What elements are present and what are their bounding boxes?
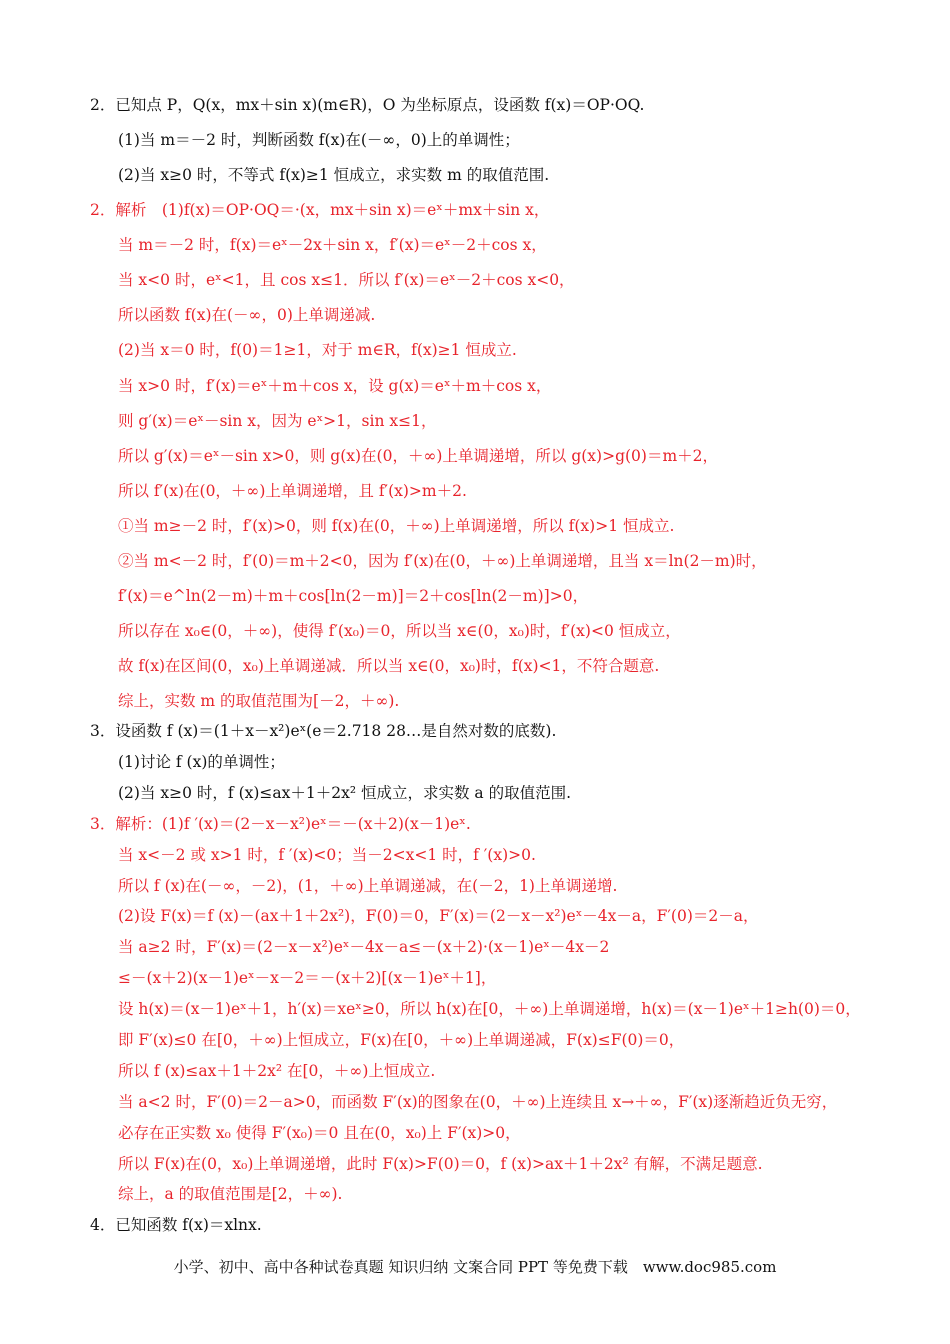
text-line: f′(x)＝e^ln(2－m)＋m＋cos[ln(2－m)]＝2＋cos[ln(2－m)]>0， [118, 587, 589, 605]
text-line: (2)当 x≥0 时，不等式 f(x)≥1 恒成立，求实数 m 的取值范围. [118, 166, 550, 184]
text-line: (2)当 x≥0 时，f (x)≤ax＋1＋2x² 恒成立，求实数 a 的取值范围. [118, 784, 571, 802]
text-line: 当 x<0 时，eˣ<1，且 cos x≤1．所以 f′(x)＝eˣ－2＋cos x<0， [118, 271, 575, 289]
text-line: 当 x<－2 或 x>1 时，f ′(x)<0；当－2<x<1 时，f ′(x)>0. [118, 846, 536, 864]
text-line: 设 h(x)＝(x－1)eˣ＋1，h′(x)＝xeˣ≥0，所以 h(x)在[0，＋∞)上单调递增，h(x)＝(x－1)eˣ＋1≥h(0)＝0， [118, 1000, 861, 1018]
text-line: 所以 f (x)在(－∞，－2)，(1，＋∞)上单调递减，在(－2，1)上单调递增. [118, 877, 618, 895]
text-line: 故 f(x)在区间(0，x₀)上单调递减．所以当 x∈(0，x₀)时，f(x)<1，不符合题意. [118, 657, 660, 675]
text-line: 必存在正实数 x₀ 使得 F′(x₀)＝0 且在(0，x₀)上 F′(x)>0， [118, 1124, 521, 1142]
text-line: 所以 g′(x)＝eˣ－sin x>0，则 g(x)在(0，＋∞)上单调递增，所以 g(x)>g(0)＝m＋2， [118, 447, 719, 465]
text-line: 所以 f (x)≤ax＋1＋2x² 在[0，＋∞)上恒成立. [118, 1062, 436, 1080]
text-line: (2)设 F(x)＝f (x)－(ax＋1＋2x²)，F(0)＝0，F′(x)＝(2－x－x²)eˣ－4x－a，F′(0)＝2－a， [118, 907, 759, 925]
text-line: 即 F′(x)≤0 在[0，＋∞)上恒成立，F(x)在[0，＋∞)上单调递减，F(x)≤F(0)＝0， [118, 1031, 685, 1049]
text-line: (2)当 x＝0 时，f(0)＝1≥1，对于 m∈R，f(x)≥1 恒成立. [118, 341, 517, 359]
footer-text: 小学、初中、高中各种试卷真题 知识归纳 文案合同 PPT 等免费下载 www.doc985.com [173, 1258, 777, 1276]
text-line: 当 a≥2 时，F′(x)＝(2－x－x²)eˣ－4x－a≤－(x＋2)·(x－1)eˣ－4x－2 [118, 938, 610, 956]
text-line: 综上，a 的取值范围是[2，＋∞). [118, 1185, 343, 1203]
text-line: 当 x>0 时，f′(x)＝eˣ＋m＋cos x，设 g(x)＝eˣ＋m＋cos x， [118, 377, 552, 395]
text-line: 所以存在 x₀∈(0，＋∞)，使得 f′(x₀)＝0，所以当 x∈(0，x₀)时，f′(x)<0 恒成立， [118, 622, 681, 640]
text-line: 当 a<2 时，F′(0)＝2－a>0，而函数 F′(x)的图象在(0，＋∞)上连续且 x→＋∞，F′(x)逐渐趋近负无穷， [118, 1093, 838, 1111]
text-line: 3．设函数 f (x)＝(1＋x－x²)eˣ(e＝2.718 28…是自然对数的底数). [90, 722, 557, 740]
text-line: 3．解析：(1)f ′(x)＝(2－x－x²)eˣ＝－(x＋2)(x－1)eˣ. [90, 815, 471, 833]
text-line: 综上，实数 m 的取值范围为[－2，＋∞). [118, 692, 400, 710]
text-line: 2．已知点 P，Q(x，mx＋sin x)(m∈R)，O 为坐标原点，设函数 f(x)＝OP·OQ. [90, 96, 645, 114]
text-line: 则 g′(x)＝eˣ－sin x，因为 eˣ>1，sin x≤1， [118, 412, 437, 430]
text-line: (1)当 m＝－2 时，判断函数 f(x)在(－∞，0)上的单调性； [118, 131, 520, 149]
text-line: ≤－(x＋2)(x－1)eˣ－x－2＝－(x＋2)[(x－1)eˣ＋1]， [118, 969, 497, 987]
text-line: 所以 F(x)在(0，x₀)上单调递增，此时 F(x)>F(0)＝0，f (x)>ax＋1＋2x² 有解，不满足题意. [118, 1155, 763, 1173]
text-line: 所以 f′(x)在(0，＋∞)上单调递增，且 f′(x)>m＋2. [118, 482, 467, 500]
text-line: ①当 m≥－2 时，f′(x)>0，则 f(x)在(0，＋∞)上单调递增，所以 f(x)>1 恒成立. [118, 517, 675, 535]
text-line: 所以函数 f(x)在(－∞，0)上单调递减. [118, 306, 376, 324]
text-line: 2．解析 (1)f(x)＝OP·OQ＝·(x，mx＋sin x)＝eˣ＋mx＋sin x， [90, 201, 550, 219]
text-line: 4．已知函数 f(x)＝xlnx. [90, 1216, 262, 1234]
text-line: (1)讨论 f (x)的单调性； [118, 753, 285, 771]
text-line: 当 m＝－2 时，f(x)＝eˣ－2x＋sin x，f′(x)＝eˣ－2＋cos x， [118, 236, 547, 254]
text-line: ②当 m<－2 时，f′(0)＝m＋2<0，因为 f′(x)在(0，＋∞)上单调递增，且当 x＝ln(2－m)时， [118, 552, 767, 570]
